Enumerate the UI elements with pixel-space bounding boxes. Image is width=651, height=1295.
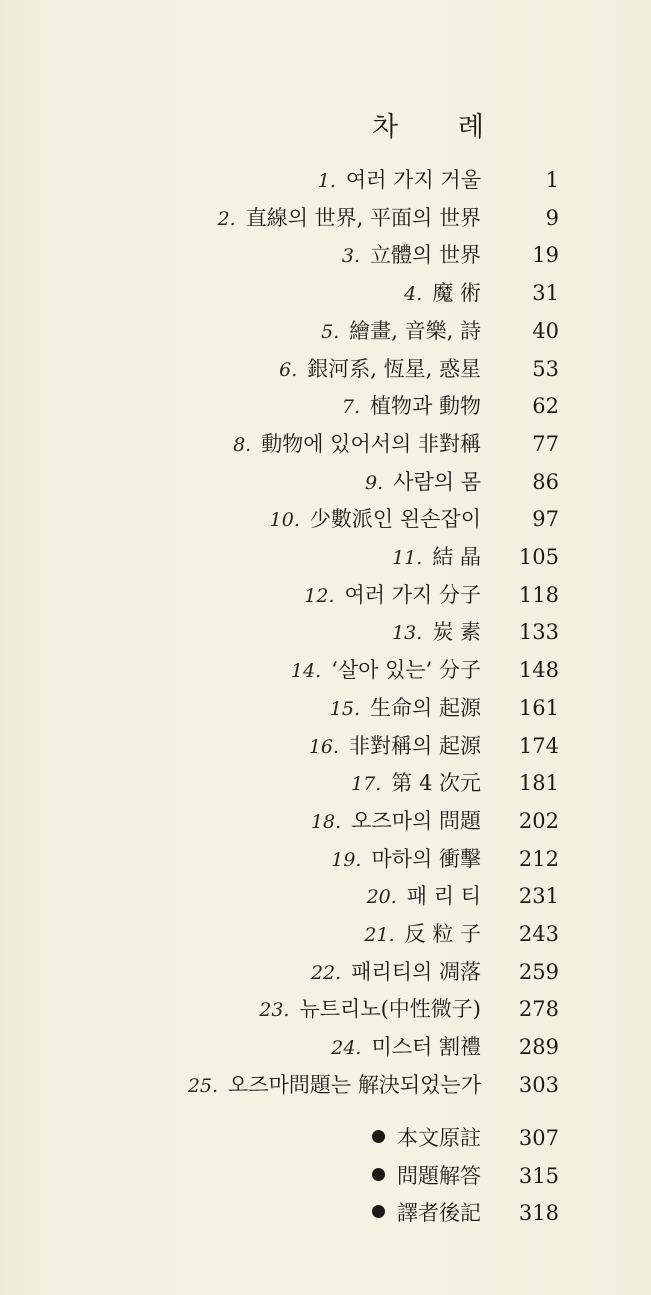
toc-row — [0, 501, 651, 538]
page-number: 181 — [518, 771, 559, 796]
page-title — [372, 105, 484, 144]
chapter-number: 7. — [341, 396, 361, 419]
toc-row — [0, 426, 651, 463]
chapter-number: 13. — [392, 622, 423, 645]
chapter-number: 4. — [404, 283, 423, 306]
appendix-row — [0, 1195, 651, 1232]
toc-entry — [291, 652, 481, 690]
toc-entry — [367, 878, 481, 916]
toc-entry — [304, 577, 481, 615]
page-title-left: 차 — [372, 112, 399, 143]
toc-row — [0, 351, 651, 388]
entry-title: 繪畫, 音樂, 詩 — [349, 318, 481, 343]
toc-row — [0, 1029, 651, 1066]
chapter-number: 22. — [310, 961, 342, 984]
entry-title: 여러 가지 거울 — [345, 168, 481, 192]
toc-entry — [372, 1158, 481, 1195]
toc-entry — [342, 237, 481, 275]
toc-row — [0, 765, 651, 802]
entry-title: 第 4 次元 — [391, 771, 481, 796]
toc-entry — [392, 539, 481, 577]
toc-entry — [279, 351, 481, 389]
entry-title: 여러 가지 分子 — [344, 582, 481, 607]
chapter-number: 21. — [364, 924, 395, 946]
toc-row — [0, 878, 651, 915]
entry-title: 銀河系, 恆星, 惑星 — [307, 356, 481, 381]
entry-title: 오즈마問題는 解決되었는가 — [228, 1072, 481, 1097]
toc-row — [0, 200, 651, 237]
toc-entry — [365, 464, 481, 502]
chapter-number: 15. — [329, 697, 361, 720]
toc-entry — [318, 162, 481, 200]
entry-title: 立體의 世界 — [370, 243, 481, 268]
entry-title: 問題解答 — [397, 1163, 481, 1188]
toc-row — [0, 539, 651, 576]
appendix-row — [0, 1158, 651, 1195]
entry-title: 譯者後記 — [397, 1201, 481, 1226]
toc-entry — [404, 275, 481, 313]
entry-title: 뉴트리노(中性微子) — [299, 997, 481, 1022]
entry-title: 미스터 割禮 — [371, 1035, 481, 1060]
toc-entry — [188, 1067, 481, 1105]
page-number: 133 — [518, 620, 559, 645]
toc-entry — [331, 841, 481, 879]
entry-title: 動物에 있어서의 非對稱 — [261, 431, 481, 456]
bullet-icon — [372, 1168, 385, 1181]
toc-row — [0, 237, 651, 274]
page-number: 53 — [532, 356, 559, 381]
entry-title: ‘살아 있는’ 分子 — [331, 658, 481, 683]
toc-entry — [331, 1029, 481, 1067]
chapter-number: 5. — [321, 320, 340, 343]
toc-entry — [364, 916, 481, 954]
chapter-number: 9. — [365, 471, 384, 494]
toc-row — [0, 728, 651, 765]
toc-row — [0, 652, 651, 689]
entry-title: 植物과 動物 — [370, 394, 481, 419]
toc-entry — [372, 1120, 481, 1157]
bullet-icon — [372, 1205, 385, 1218]
page-number: 289 — [518, 1035, 559, 1060]
toc-entry — [372, 1195, 481, 1232]
toc-entry — [392, 614, 481, 652]
page-number: 62 — [532, 394, 559, 419]
page-number: 97 — [532, 507, 559, 532]
toc-row — [0, 614, 651, 651]
page-number: 77 — [532, 431, 559, 456]
bullet-icon — [372, 1130, 385, 1143]
page-number: 1 — [545, 168, 559, 192]
chapter-number: 24. — [331, 1037, 362, 1060]
page-number: 202 — [518, 808, 559, 833]
page-number: 118 — [518, 582, 559, 607]
entry-title: 魔 術 — [432, 281, 481, 306]
page-number: 212 — [518, 846, 559, 871]
chapter-number: 25. — [187, 1074, 219, 1097]
entry-title: 生命의 起源 — [370, 695, 481, 720]
entry-title: 非對稱의 起源 — [349, 733, 481, 758]
toc-entry — [270, 501, 481, 539]
chapter-number: 8. — [233, 433, 252, 456]
page-number: 231 — [518, 884, 559, 909]
page-number: 31 — [532, 281, 559, 306]
chapter-number: 20. — [366, 886, 397, 909]
entry-title: 直線의 世界, 平面의 世界 — [245, 205, 481, 230]
page-number: 86 — [532, 469, 559, 494]
toc-row — [0, 841, 651, 878]
toc-row — [0, 690, 651, 727]
page-number: 243 — [518, 922, 559, 946]
page-number: 19 — [532, 243, 559, 268]
toc-entry — [218, 200, 481, 238]
toc-entry — [311, 803, 481, 841]
toc-row — [0, 162, 651, 199]
page-number: 161 — [518, 695, 559, 720]
toc-row — [0, 1067, 651, 1104]
entry-title: 結 晶 — [432, 545, 481, 569]
entry-title: 마하의 衝擊 — [371, 846, 481, 871]
chapter-number: 23. — [259, 999, 290, 1022]
page-number: 174 — [518, 733, 559, 758]
page-number: 105 — [518, 545, 559, 569]
toc-row — [0, 803, 651, 840]
page-title-right: 례 — [457, 112, 484, 143]
chapter-number: 6. — [279, 358, 298, 381]
toc-entry — [321, 313, 481, 351]
entry-title: 本文原註 — [397, 1126, 481, 1150]
chapter-number: 18. — [310, 810, 342, 833]
page-number: 303 — [518, 1072, 559, 1097]
entry-title: 패 리 티 — [406, 884, 481, 909]
toc-row — [0, 275, 651, 312]
chapter-number: 3. — [341, 245, 361, 268]
toc-row — [0, 916, 651, 953]
toc-entry — [330, 690, 481, 728]
entry-title: 反 粒 子 — [404, 922, 481, 946]
page-number: 259 — [518, 959, 559, 984]
toc-row — [0, 577, 651, 614]
entry-title: 오즈마의 問題 — [351, 808, 481, 833]
toc-entry — [309, 728, 481, 766]
chapter-number: 10. — [269, 509, 300, 532]
toc-entry — [259, 991, 481, 1029]
toc-row — [0, 388, 651, 425]
entry-title: 패리티의 凋落 — [351, 959, 481, 984]
appendix-row — [0, 1120, 651, 1157]
page-number: 148 — [518, 658, 559, 683]
chapter-number: 17. — [351, 773, 382, 796]
page-number: 278 — [518, 997, 559, 1022]
chapter-number: 2. — [217, 207, 236, 230]
page-number: 40 — [532, 318, 559, 343]
page-number: 307 — [518, 1126, 559, 1150]
toc-entry — [233, 426, 481, 464]
chapter-number: 19. — [331, 848, 362, 871]
chapter-number: 16. — [308, 735, 340, 758]
toc-row — [0, 313, 651, 350]
toc-row — [0, 991, 651, 1028]
toc-entry — [311, 954, 481, 992]
chapter-number: 1. — [317, 170, 336, 192]
toc-row — [0, 464, 651, 501]
toc-row — [0, 954, 651, 991]
page-number: 318 — [518, 1201, 559, 1226]
entry-title: 炭 素 — [432, 620, 481, 645]
page-number: 9 — [545, 205, 559, 230]
page-number: 315 — [518, 1163, 559, 1188]
entry-title: 少數派인 왼손잡이 — [309, 507, 481, 532]
entry-title: 사람의 몸 — [393, 469, 481, 494]
chapter-number: 14. — [290, 660, 322, 683]
chapter-number: 11. — [392, 547, 423, 569]
chapter-number: 12. — [304, 584, 335, 607]
toc-entry — [351, 765, 481, 803]
toc-entry — [342, 388, 481, 426]
